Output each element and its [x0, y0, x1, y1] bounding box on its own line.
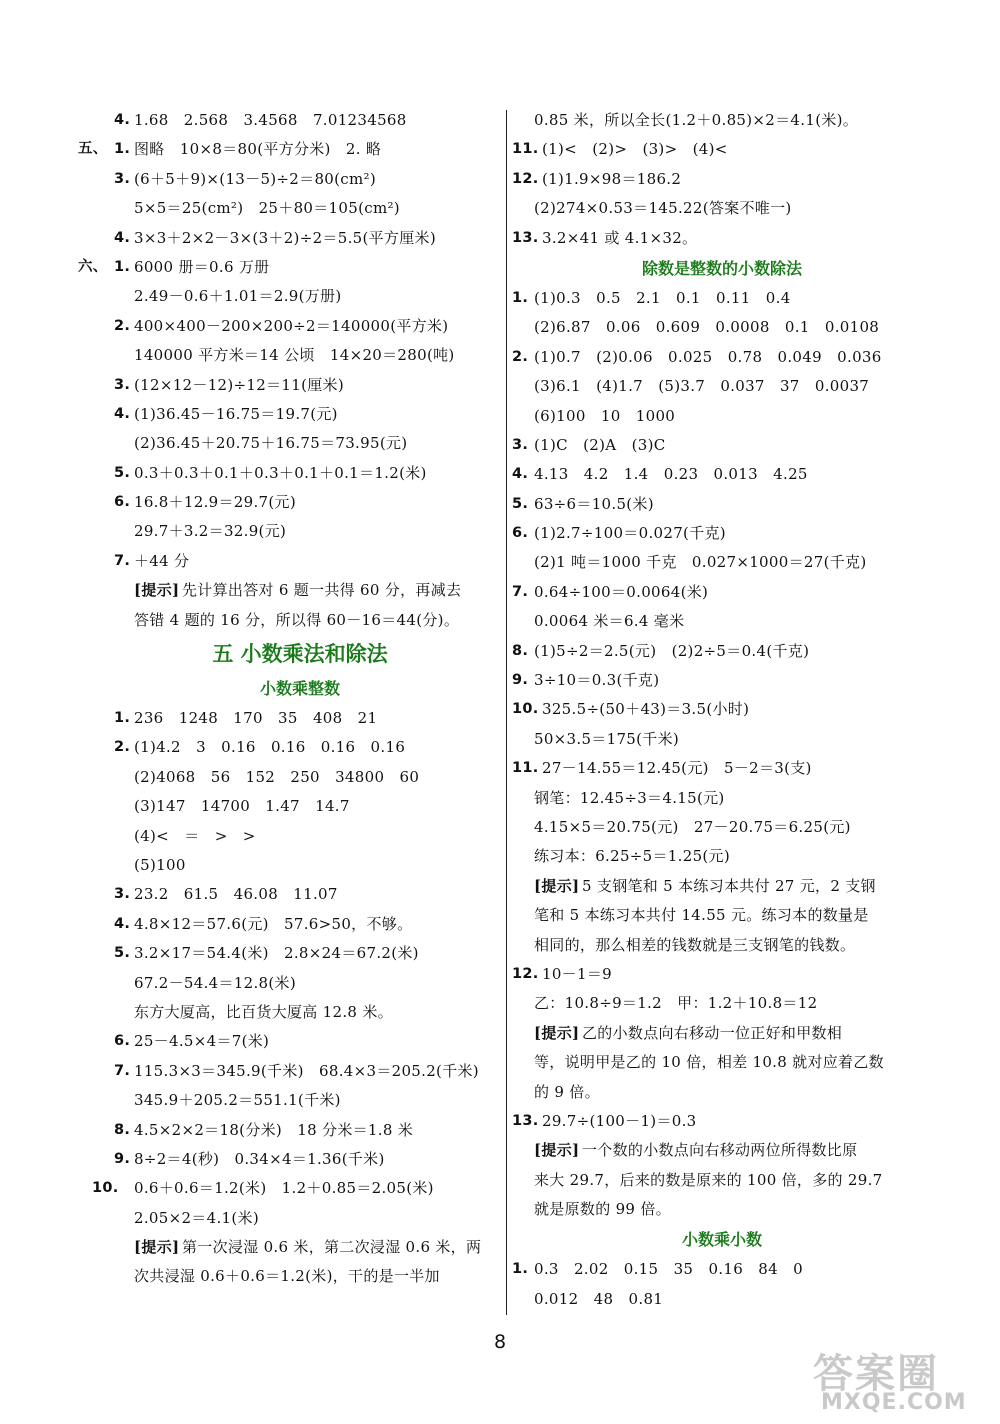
- question-number: 10.: [92, 1180, 119, 1197]
- question-number: 8.: [512, 642, 529, 659]
- watermark-bottom-text: MXQE.COM: [821, 1390, 967, 1415]
- answer-line: [104, 851, 496, 880]
- answer-line: [512, 931, 932, 960]
- answer-line: [104, 910, 496, 939]
- answer-line: [104, 733, 496, 762]
- question-number: 3.: [114, 376, 131, 393]
- watermark-top-text: 答案圈: [813, 1351, 939, 1397]
- answer-text: (3)147 14700 1.47 14.7: [134, 797, 350, 816]
- answer-line: [512, 548, 932, 577]
- hint-line: [512, 872, 932, 901]
- answer-text: 236 1248 170 35 408 21: [134, 709, 378, 728]
- answer-text: 3.2×17＝54.4(米) 2.8×24＝67.2(米): [134, 944, 419, 963]
- answer-line: [512, 106, 932, 135]
- answer-line: [104, 606, 496, 635]
- answer-line: [512, 989, 932, 1018]
- answer-line: [512, 1195, 932, 1224]
- answer-text: (2)4068 56 152 250 34800 60: [134, 767, 420, 786]
- answer-text: (4)< ＝ > >: [134, 826, 256, 845]
- answer-text: 一个数的小数点向右移动两位所得数比原: [582, 1141, 858, 1160]
- hint-line: [104, 1233, 496, 1262]
- answer-line: [512, 343, 932, 372]
- answer-line: [104, 371, 496, 400]
- question-number: 5.: [114, 945, 131, 962]
- answer-line: [104, 1145, 496, 1174]
- answer-text: 图略 10×8＝80(平方分米) 2. 略: [134, 140, 382, 159]
- answer-line: [512, 1078, 932, 1107]
- answer-line: [104, 1057, 496, 1086]
- question-number: 5.: [114, 464, 131, 481]
- question-number: 8.: [114, 1121, 131, 1138]
- answer-line: [512, 1107, 932, 1136]
- hint-line: [512, 1136, 932, 1165]
- answer-text: 钢笔：12.45÷3＝4.15(元): [534, 788, 725, 807]
- answer-line: [512, 313, 932, 342]
- answer-line: [512, 666, 932, 695]
- answer-text: 4.8×12＝57.6(元) 57.6>50，不够。: [134, 914, 413, 933]
- answer-line: [104, 1116, 496, 1145]
- answer-text: 6000 册＝0.6 万册: [134, 257, 270, 276]
- hint-tag: [提示]: [134, 1238, 180, 1257]
- section-heading: 小数乘整数: [259, 679, 340, 699]
- answer-text: 16.8＋12.9＝29.7(元): [134, 493, 296, 512]
- answer-line: [104, 165, 496, 194]
- question-number: 11.: [512, 141, 539, 158]
- answer-line: [104, 998, 496, 1027]
- answer-line: [78, 253, 496, 282]
- answer-line: [512, 1166, 932, 1195]
- answer-text: (1)4.2 3 0.16 0.16 0.16 0.16: [134, 738, 406, 757]
- answer-line: [512, 224, 932, 253]
- answer-text: 等，说明甲是乙的 10 倍，相差 10.8 就对应着乙数: [534, 1053, 884, 1072]
- answer-text: 2.05×2＝4.1(米): [134, 1208, 259, 1227]
- question-number: 3.: [114, 170, 131, 187]
- question-number: 5.: [512, 495, 529, 512]
- question-number: 7.: [512, 583, 529, 600]
- answer-text: 3.2×41 或 4.1×32。: [542, 228, 698, 247]
- answer-line: [104, 547, 496, 576]
- answer-text: 325.5÷(50＋43)＝3.5(小时): [542, 700, 750, 719]
- answer-text: 就是原数的 99 倍。: [534, 1200, 671, 1219]
- answer-text: 2.49－0.6＋1.01＝2.9(万册): [134, 287, 342, 306]
- question-number: 6.: [114, 1033, 131, 1050]
- section-heading: 除数是整数的小数除法: [641, 258, 802, 278]
- question-number: 2.: [512, 348, 529, 365]
- answer-text: 29.7＋3.2＝32.9(元): [134, 522, 287, 541]
- answer-text: (1)2.7÷100＝0.027(千克): [534, 524, 726, 543]
- answer-text: 115.3×3＝345.9(千米) 68.4×3＝205.2(千米): [134, 1061, 479, 1080]
- answer-line: [104, 763, 496, 792]
- answer-text: 0.6＋0.6＝1.2(米) 1.2＋0.85＝2.05(米): [134, 1179, 434, 1198]
- answer-line: [104, 1027, 496, 1056]
- answer-line: [512, 135, 932, 164]
- question-number: 3.: [512, 436, 529, 453]
- answer-line: [512, 901, 932, 930]
- question-number: 4.: [114, 405, 131, 422]
- answer-text: 答错 4 题的 16 分，所以得 60－16＝44(分)。: [134, 610, 460, 629]
- question-number: 12.: [512, 965, 539, 982]
- answer-text: 23.2 61.5 46.08 11.07: [134, 885, 338, 904]
- answer-text: ＋44 分: [134, 551, 190, 570]
- question-number: 2.: [114, 739, 131, 756]
- answer-text: 67.2－54.4＝12.8(米): [134, 973, 296, 992]
- answer-line: [512, 695, 932, 724]
- answer-text: 0.0064 米＝6.4 毫米: [534, 612, 685, 631]
- left-column: [78, 106, 496, 1292]
- answer-line: [512, 813, 932, 842]
- answer-line: [512, 194, 932, 223]
- section-number: 五、: [78, 141, 108, 158]
- answer-line: [104, 1086, 496, 1115]
- question-number: 1.: [512, 289, 529, 306]
- answer-line: [512, 725, 932, 754]
- answer-text: (3)6.1 (4)1.7 (5)3.7 0.037 37 0.0037: [534, 377, 870, 396]
- question-number: 13.: [512, 229, 539, 246]
- chapter-heading: 五 小数乘法和除法: [212, 642, 388, 667]
- question-number: 4.: [512, 466, 529, 483]
- answer-line: [104, 429, 496, 458]
- question-number: 1.: [114, 710, 131, 727]
- answer-line: [512, 578, 932, 607]
- question-number: 7.: [114, 552, 131, 569]
- answer-text: 0.85 米，所以全长(1.2＋0.85)×2＝4.1(米)。: [534, 111, 859, 129]
- answer-text: 140000 平方米＝14 公顷 14×20＝280(吨): [134, 346, 455, 365]
- answer-text: 的 9 倍。: [534, 1082, 600, 1101]
- question-number: 6.: [114, 494, 131, 511]
- page-number: 8: [493, 1331, 507, 1353]
- answer-line: [512, 960, 932, 989]
- answer-text: 400×400－200×200÷2＝140000(平方米): [134, 316, 449, 335]
- answer-text: 乙：10.8÷9＝1.2 甲：1.2＋10.8＝12: [534, 994, 818, 1013]
- answer-line: [104, 224, 496, 253]
- answer-line: [512, 431, 932, 460]
- question-number: 1.: [512, 1261, 529, 1278]
- answer-text: 乙的小数点向右移动一位正好和甲数相: [582, 1023, 843, 1042]
- answer-text: (1)5÷2＝2.5(元) (2)2÷5＝0.4(千克): [534, 641, 810, 660]
- answer-text: 29.7÷(100－1)＝0.3: [542, 1111, 697, 1130]
- answer-text: 先计算出答对 6 题一共得 60 分，再减去: [182, 581, 462, 600]
- section-heading: 小数乘小数: [681, 1230, 762, 1250]
- answer-line: [512, 372, 932, 401]
- answer-text: 来大 29.7，后来的数是原来的 100 倍，多的 29.7: [534, 1170, 883, 1189]
- question-number: 6.: [512, 525, 529, 542]
- answer-text: 相同的，那么相差的钱数就是三支钢笔的钱数。: [534, 935, 856, 954]
- question-number: 7.: [114, 1062, 131, 1079]
- answer-line: [104, 1204, 496, 1233]
- answer-line: [104, 282, 496, 311]
- answer-text: 0.012 48 0.81: [534, 1289, 664, 1308]
- answer-line: [512, 402, 932, 431]
- answer-line: [512, 784, 932, 813]
- answer-line: [104, 106, 496, 135]
- answer-line: [512, 842, 932, 871]
- answer-line: [78, 135, 496, 164]
- answer-line: [512, 1048, 932, 1077]
- answer-text: 4.5×2×2＝18(分米) 18 分米＝1.8 米: [134, 1120, 414, 1139]
- hint-tag: [提示]: [134, 581, 180, 600]
- answer-text: 东方大厦高，比百货大厦高 12.8 米。: [134, 1002, 393, 1021]
- answer-line: [104, 880, 496, 909]
- question-number: 1.: [114, 258, 131, 275]
- answer-line: [104, 517, 496, 546]
- answer-line: [104, 459, 496, 488]
- answer-text: 5 支钢笔和 5 本练习本共付 27 元，2 支钢: [582, 876, 876, 895]
- watermark-logo: [813, 1342, 988, 1418]
- answer-text: 5×5＝25(cm²) 25＋80＝105(cm²): [134, 199, 400, 218]
- hint-tag: [提示]: [534, 1023, 580, 1042]
- answer-line: [512, 1255, 932, 1284]
- answer-line: [512, 754, 932, 783]
- answer-text: (1)36.45－16.75＝19.7(元): [134, 404, 338, 423]
- answer-text: 8÷2＝4(秒) 0.34×4＝1.36(千米): [134, 1149, 385, 1168]
- hint-tag: [提示]: [534, 1141, 580, 1160]
- question-number: 1.: [114, 141, 131, 158]
- question-number: 4.: [114, 112, 131, 128]
- answer-text: 0.64÷100＝0.0064(米): [534, 582, 709, 601]
- right-column: [512, 106, 932, 1314]
- answer-text: (12×12－12)÷12＝11(厘米): [134, 375, 344, 394]
- answer-text: 笔和 5 本练习本共付 14.55 元。练习本的数量是: [534, 906, 869, 925]
- answer-line: [104, 488, 496, 517]
- answer-text: (2)1 吨＝1000 千克 0.027×1000＝27(千克): [534, 553, 867, 572]
- question-number: 11.: [512, 760, 539, 777]
- question-number: 4.: [114, 229, 131, 246]
- answer-line: [104, 939, 496, 968]
- answer-text: 4.15×5＝20.75(元) 27－20.75＝6.25(元): [534, 817, 851, 836]
- answer-line: [512, 1285, 932, 1314]
- question-number: 2.: [114, 317, 131, 334]
- answer-text: 3÷10＝0.3(千克): [534, 671, 660, 690]
- answer-text: 0.3 2.02 0.15 35 0.16 84 0: [534, 1260, 803, 1279]
- answer-text: 345.9＋205.2＝551.1(千米): [134, 1091, 341, 1110]
- answer-line: [104, 312, 496, 341]
- answer-text: (1)0.3 0.5 2.1 0.1 0.11 0.4: [534, 288, 791, 307]
- section-number: 六、: [78, 258, 108, 275]
- answer-text: 63÷6＝10.5(米): [534, 494, 654, 513]
- answer-text: 10－1＝9: [542, 964, 612, 983]
- question-number: 12.: [512, 170, 539, 187]
- answer-line: [104, 400, 496, 429]
- answer-text: 1.68 2.568 3.4568 7.01234568: [134, 111, 407, 129]
- question-number: 9.: [512, 672, 529, 689]
- question-number: 10.: [512, 701, 539, 718]
- hint-tag: [提示]: [534, 876, 580, 895]
- answer-line: [104, 969, 496, 998]
- answer-line: [512, 284, 932, 313]
- answer-text: (2)6.87 0.06 0.609 0.0008 0.1 0.0108: [534, 318, 880, 337]
- answer-line: [92, 1174, 496, 1203]
- answer-line: [104, 704, 496, 733]
- answer-line: [104, 1262, 496, 1291]
- answer-line: [512, 637, 932, 666]
- hint-line: [104, 576, 496, 605]
- answer-text: 0.3＋0.3＋0.1＋0.3＋0.1＋0.1＝1.2(米): [134, 463, 427, 482]
- answer-text: 4.13 4.2 1.4 0.23 0.013 4.25: [534, 465, 808, 484]
- answer-line: [104, 341, 496, 370]
- answer-line: [104, 194, 496, 223]
- answer-text: 50×3.5＝175(千米): [534, 729, 680, 748]
- answer-text: 25－4.5×4＝7(米): [134, 1032, 270, 1051]
- answer-line: [512, 607, 932, 636]
- question-number: 13.: [512, 1112, 539, 1129]
- question-number: 4.: [114, 915, 131, 932]
- question-number: 3.: [114, 886, 131, 903]
- answer-text: 3×3＋2×2－3×(3＋2)÷2＝5.5(平方厘米): [134, 228, 436, 247]
- answer-text: (1)C (2)A (3)C: [534, 435, 666, 454]
- answer-text: 27－14.55＝12.45(元) 5－2＝3(支): [542, 759, 812, 778]
- answer-text: (1)1.9×98＝186.2: [542, 169, 682, 188]
- answer-text: (2)36.45＋20.75＋16.75＝73.95(元): [134, 434, 408, 453]
- answer-text: (6＋5＋9)×(13－5)÷2＝80(cm²): [134, 169, 376, 188]
- answer-text: 第一次浸湿 0.6 米，第二次浸湿 0.6 米，两: [182, 1238, 482, 1257]
- answer-text: (6)100 10 1000: [534, 406, 676, 425]
- hint-line: [512, 1019, 932, 1048]
- answer-line: [104, 822, 496, 851]
- answer-text: 练习本：6.25÷5＝1.25(元): [534, 847, 731, 866]
- answer-line: [512, 165, 932, 194]
- answer-line: [512, 460, 932, 489]
- question-number: 9.: [114, 1150, 131, 1167]
- answer-line: [104, 792, 496, 821]
- answer-line: [512, 490, 932, 519]
- answer-text: 次共浸湿 0.6＋0.6＝1.2(米)，干的是一半加: [134, 1267, 440, 1286]
- answer-text: (1)< (2)> (3)> (4)<: [542, 140, 728, 159]
- answer-line: [512, 519, 932, 548]
- answer-text: (2)274×0.53＝145.22(答案不唯一): [534, 199, 792, 218]
- column-divider: [506, 110, 507, 1315]
- answer-text: (5)100: [134, 855, 186, 874]
- answer-text: (1)0.7 (2)0.06 0.025 0.78 0.049 0.036: [534, 347, 882, 366]
